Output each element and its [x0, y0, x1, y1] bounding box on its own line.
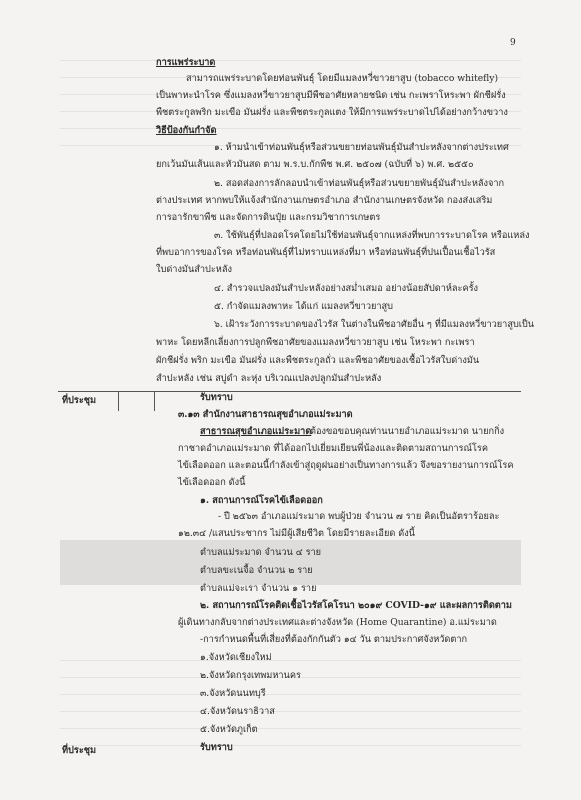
province-2: ๒.จังหวัดกรุงเทพมหานคร: [200, 670, 301, 681]
prevention-item-6c: ผักชีฝรั่ง พริก มะเขือ มันฝรั่ง และพืชตระกูลถั่ว และพืชอาศัยของเชื้อไวรัสใบด่างมัน: [156, 355, 480, 366]
meeting-result: รับทราบ: [200, 742, 233, 753]
prevention-item-3c: ใบด่างมันสำปะหลัง: [156, 264, 232, 275]
meeting-label: ที่ประชุม: [62, 395, 97, 406]
dengue-subdistrict-1: ตำบลแม่ระมาด จำนวน ๔ ราย: [200, 547, 322, 558]
prevention-item-3b: ที่พบอาการของโรค หรือท่อนพันธุ์ที่ไม่ทราบแหล่งที่มา หรือท่อนพันธุ์ที่ปนเปื้อนเชื้อไวรัส: [156, 247, 496, 258]
prevention-item-1a: ๑. ห้ามนำเข้าท่อนพันธุ์หรือส่วนขยายท่อนพันธุ์มันสำปะหลังจากต่างประเทศ: [214, 142, 509, 153]
province-3: ๓.จังหวัดนนทบุรี: [200, 688, 266, 699]
dengue-line-2: ๑๒.๓๔ /แสนประชากร ไม่มีผู้เสียชีวิต โดยมีรายละเอียด ดังนี้: [178, 528, 415, 539]
intro-line-3: ไข้เลือดออก และตอนนี้กำลังเข้าสู่ฤดูฝนอย่างเป็นทางการแล้ว จึงขอรายงานการณ์โรค: [178, 460, 514, 471]
intro-line-1-tail: ต้องขอขอบคุณท่านนายอำเภอแม่ระมาด นายกกิ่ง: [310, 426, 505, 437]
spread-line-1: สามารถแพร่ระบาดโดยท่อนพันธุ์ โดยมีแมลงหวี่ขาวยาสูบ (tobacco whitefly): [186, 73, 499, 84]
page-number: 9: [510, 38, 516, 48]
prevention-item-2b: ต่างประเทศ หากพบให้แจ้งสำนักงานเกษตรอำเภอ สำนักงานเกษตรจังหวัด กองส่งเสริม: [156, 195, 493, 206]
province-5: ๕.จังหวัดภูเก็ต: [200, 724, 258, 735]
table-rule: [118, 391, 119, 411]
prevention-item-6d: สำปะหลัง เช่น สบู่ดำ ละหุ่ง บริเวณแปลงปลูกมันสำปะหลัง: [156, 373, 382, 384]
spread-line-2: เป็นพาหะนำโรค ซึ่งแมลงหวี่ขาวยาสูบมีพืชอาศัยหลายชนิด เช่น กะเพราโหระพา ผักชีฝรั่ง: [156, 90, 506, 101]
province-4: ๔.จังหวัดนราธิวาส: [200, 706, 275, 717]
prevention-heading: วิธีป้องกันกำจัด: [156, 125, 217, 136]
prevention-item-4: ๔. สำรวจแปลงมันสำปะหลังอย่างสม่ำเสมอ อย่างน้อยสัปดาห์ละครั้ง: [214, 283, 479, 294]
spread-heading: การแพร่ระบาด: [156, 57, 216, 68]
prevention-item-2c: การอารักขาพืช และจัดการดินปุ๋ย และกรมวิชาการเกษตร: [156, 212, 381, 223]
section-heading: ๓.๑๓ สำนักงานสาธารณสุขอำเภอแม่ระมาด: [178, 409, 353, 420]
intro-line-2: กาชาดอำเภอแม่ระมาด ที่ได้ออกไปเยี่ยมเยียนพี่น้องและติดตามสถานการณ์โรค: [178, 443, 489, 454]
intro-line-4: ไข้เลือดออก ดังนี้: [178, 477, 246, 488]
covid-heading: ๒. สถานการณ์โรคติดเชื้อไวรัสโคโรนา ๒๐๑๙ COVID-๑๙ และผลการติดตาม: [200, 600, 512, 611]
prevention-item-1b: ยกเว้นมันเส้นและหัวมันสด ตาม พ.ร.บ.กักพืช พ.ศ. ๒๕๐๗ (ฉบับที่ ๖) พ.ศ. ๒๕๕๐: [156, 159, 474, 170]
dengue-line-1: - ปี ๒๕๖๓ อำเภอแม่ระมาด พบผู้ป่วย จำนวน ๗ ราย คิดเป็นอัตราร้อยละ: [218, 511, 500, 522]
prevention-item-2a: ๒. สอดส่องการลักลอบนำเข้าท่อนพันธุ์หรือส่วนขยายพันธุ์มันสำปะหลังจาก: [214, 178, 505, 189]
covid-line-3: -การกำหนดพื้นที่เสี่ยงที่ต้องกักกันตัว ๑๔ วัน ตามประกาศจังหวัดตาก: [200, 634, 468, 645]
dengue-subdistrict-2: ตำบลขะเนจื้อ จำนวน ๒ ราย: [200, 565, 313, 576]
spread-line-3: พืชตระกูลพริก มะเขือ มันฝรั่ง และพืชตระกูลแตง ให้มีการแพร่ระบาดไปได้อย่างกว้างขวาง: [156, 107, 508, 118]
meeting-result: รับทราบ: [200, 392, 233, 403]
meeting-label: ที่ประชุม: [62, 745, 97, 756]
office-subheading: สาธารณสุขอำเภอแม่ระมาด: [200, 426, 312, 437]
table-rule: [58, 391, 521, 392]
prevention-item-6b: พาหะ โดยหลีกเลี่ยงการปลูกพืชอาศัยของแมลงหวี่ขาวยาสูบ เช่น โหระพา กะเพรา: [156, 337, 475, 348]
prevention-item-5: ๕. กำจัดแมลงพาหะ ได้แก่ แมลงหวี่ขาวยาสูบ: [214, 301, 393, 312]
dengue-heading: ๑. สถานการณ์โรคไข้เลือดออก: [200, 495, 323, 506]
covid-line-2: ผู้เดินทางกลับจากต่างประเทศและต่างจังหวัด (Home Quarantine) อ.แม่ระมาด: [178, 617, 497, 628]
dengue-subdistrict-3: ตำบลแม่จะเรา จำนวน ๑ ราย: [200, 583, 317, 594]
prevention-item-3a: ๓. ใช้พันธุ์ที่ปลอดโรคโดยไม่ใช้ท่อนพันธุ์จากแหล่งที่พบการระบาดโรค หรือแหล่ง: [214, 230, 530, 241]
province-1: ๑.จังหวัดเชียงใหม่: [200, 652, 272, 663]
table-rule: [154, 391, 155, 411]
prevention-item-6a: ๖. เฝ้าระวังการระบาดของไวรัส ในต่างในพืชอาศัยอื่น ๆ ที่มีแมลงหวี่ขาวยาสูบเป็น: [214, 319, 535, 330]
